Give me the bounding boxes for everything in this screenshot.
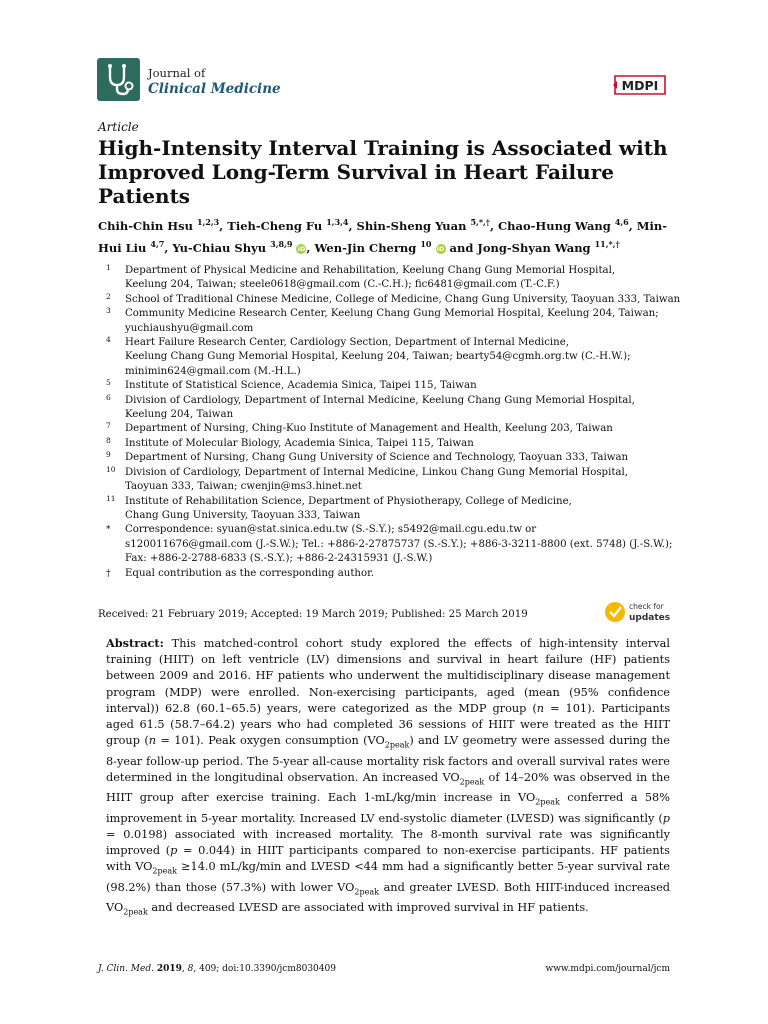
affiliation-number: 7 [106,421,111,431]
affiliation-item [98,394,688,423]
affiliation-line: Division of Cardiology, Department of Internal Medicine, Keelung Chang Gung Memorial Hospital, [125,394,635,406]
mdpi-logo-icon [611,72,669,98]
affiliation-item [98,437,688,451]
author-affiliation-marker: 3,8,9 [270,238,293,249]
affiliation-line: Chang Gung University, Taoyuan 333, Taiwan [125,509,361,521]
affiliation-line: s120011676@gmail.com (J.-S.W.); Tel.: +886-2-27875737 (S.-S.Y.); +886-3-3211-8800 (ext. 5748) (J.-S.W.); [125,538,673,550]
svg-text:updates: updates [629,613,671,623]
affiliation-number: 5 [106,378,111,388]
svg-text:MDPI: MDPI [621,78,659,93]
affiliation-line: Equal contribution as the corresponding author. [125,567,375,579]
affiliation-item [98,451,688,465]
affiliation-line: Keelung 204, Taiwan [125,409,234,421]
check-for-updates-badge[interactable] [603,598,683,626]
affiliation-line: Fax: +886-2-2788-6833 (S.-S.Y.); +886-2-24315931 (J.-S.W.) [125,553,433,565]
affiliation-line: Division of Cardiology, Department of Internal Medicine, Linkou Chang Gung Memorial Hospital, [125,466,629,478]
affiliation-item [98,523,688,566]
orcid-icon[interactable]: iD [297,244,306,253]
affiliation-line: Heart Failure Research Center, Cardiology Section, Department of Internal Medicine, [125,337,570,349]
affiliation-item [98,379,688,393]
affiliation-item [98,495,688,524]
affiliation-line: Institute of Molecular Biology, Academia Sinica, Taipei 115, Taiwan [125,437,474,449]
author-affiliation-marker: 4,7 [150,238,165,249]
author-list: Chih-Chin Hsu $^{1,2,3}$, Tieh-Cheng Fu $^{1,3,4}$, Shin-Sheng Yuan $^{5,*,\dagger}$, Chao-Hung Wang $^{4,6}$, Min-Hui Liu $^{4,7}$, Yu-Chiau Shyu $^{3,8,9}$ iD, Wen-Jin Cherng $^{10}$ iD and Jong-Shyan Wang $^{11,*,\dagger}$ [98,217,667,255]
affiliation-number: 6 [106,392,111,402]
affiliation-line: Keelung Chang Gung Memorial Hospital, Keelung 204, Taiwan; bearty54@cgmh.org.tw (C.-H.W.); [125,351,631,363]
affiliation-item [98,336,688,379]
affiliation-line: Department of Physical Medicine and Rehabilitation, Keelung Chang Gung Memorial Hospital, [125,265,616,276]
svg-text:check for: check for [629,602,664,611]
affiliation-line: Institute of Statistical Science, Academia Sinica, Taipei 115, Taiwan [125,380,477,392]
affiliation-number: * [106,525,111,536]
affiliation-number: 11 [106,493,116,503]
affiliation-number: 1 [106,263,111,272]
affiliations-list [98,264,688,581]
affiliation-number: 4 [106,335,111,345]
affiliation-number: 3 [106,306,111,316]
footer-doi: , 409; doi:10.3390/jcm8030409 [193,964,336,974]
affiliation-number: † [106,568,111,579]
affiliation-line: Department of Nursing, Chang Gung University of Science and Technology, Taoyuan 333, Taiwan [125,452,629,464]
author-name: Yu-Chiau Shyu [172,240,271,255]
affiliation-number: 10 [106,464,116,474]
journal-name-line1: Journal of [148,66,206,80]
abstract-label: Abstract: [106,636,164,650]
affiliation-number: 2 [106,291,111,301]
author-name: Wen-Jin Cherng [314,240,421,255]
affiliation-item [98,293,688,307]
orcid-icon[interactable]: iD [436,244,445,253]
affiliation-line: yuchiaushyu@gmail.com [125,322,254,334]
author-affiliation-marker: 11,*,† [594,238,620,249]
affiliation-item [98,466,688,495]
footer-year: 2019 [156,964,182,974]
affiliation-item [98,567,688,581]
author-name: Tieh-Cheng Fu [227,218,327,233]
affiliation-number: 9 [106,450,111,460]
journal-name-line2: Clinical Medicine [148,81,281,97]
author-affiliation-marker: 5,*,† [470,217,490,227]
affiliation-line: Community Medicine Research Center, Keelung Chang Gung Memorial Hospital, Keelung 204, Taiwan; [125,308,659,320]
footer-journal-url[interactable]: www.mdpi.com/journal/jcm [545,964,670,974]
author-name: Shin-Sheng Yuan [356,218,471,233]
affiliation-line: School of Traditional Chinese Medicine, College of Medicine, Chang Gung University, Taoyuan 333, Taiwan [125,293,681,305]
affiliation-item [98,422,688,436]
author-name: Jong-Shyan Wang [477,240,595,255]
publication-dates: Received: 21 February 2019; Accepted: 19 March 2019; Published: 25 March 2019 [98,609,528,620]
affiliation-line: Correspondence: syuan@stat.sinica.edu.tw (S.-S.Y.); s5492@mail.cgu.edu.tw or [125,524,537,536]
affiliation-line: Department of Nursing, Ching-Kuo Institute of Management and Health, Keelung 203, Taiwan [125,423,613,435]
affiliation-item [98,264,688,293]
affiliation-line: minimin624@gmail.com (M.-H.L.) [125,365,301,377]
author-affiliation-marker: 1,2,3 [196,217,220,227]
abstract: Abstract: This matched-control cohort study explored the effects of high-intensity interval training (HIIT) on left ventricle (LV) dimensions and survival in heart failure (HF) patients between 2009 and 2016. HF patients who underwent the multidisciplinary disease management program (MDP) were enrolled. Non-exercising participants, aged (mean (95% confidence interval)) 62.8 (60.1–65.5) years, were categorized as the MDP group (n = 101). Participants aged 61.5 (58.7–64.2) years who had completed 36 sessions of HIIT were treated as the HIIT group (n = 101). Peak oxygen consumption $(VO_{2peak})$ and LV geometry were assessed during the 8-year follow-up period. The 5-year all-cause mortality risk factors and overall survival rates were determined in the longitudinal observation. An increased $VO_{2peak}$ of 14–20% was observed in the HIIT group after exercise training. Each 1-mL/kg/min increase in $VO_{2peak}$ conferred a 58% improvement in 5-year mortality. Increased LV end-systolic diameter (LVESD) was significantly (p = 0.0198) associated with increased mortality. The 8-month survival rate was significantly improved (p = 0.044) in HIIT participants compared to non-exercise participants. HF patients with $VO_{2peak} \ge 14.0$ mL/kg/min and LVESD <44 mm had a significantly better 5-year survival rate (98.2%) than those (57.3%) with lower $VO_{2peak}$ and greater LVESD. Both HIIT-induced increased $VO_{2peak}$ and decreased LVESD are associated with improved survival in HF patients. [106,636,670,917]
article-title: High-Intensity Interval Training is Associated with Improved Long-Term Survival in Heart Failure Patients [98,136,668,208]
affiliation-line: Institute of Rehabilitation Science, Department of Physiotherapy, College of Medicine, [125,495,572,507]
affiliation-line: Taoyuan 333, Taiwan; cwenjin@ms3.hinet.net [125,481,362,493]
affiliation-number: 8 [106,435,111,445]
stethoscope-logo-icon [97,58,140,101]
author-affiliation-marker: 10 [420,238,432,249]
author-affiliation-marker: 4,6 [614,217,629,227]
affiliation-item [98,307,688,336]
footer-journal-abbrev: J. Clin. Med. [98,964,154,974]
author-name: Chao-Hung Wang [498,218,615,233]
journal-name [148,65,281,97]
footer-citation: J. Clin. Med. 2019, 8, 409; doi:10.3390/jcm8030409 [98,964,336,974]
author-name: Min-Hui Liu [98,218,667,255]
affiliation-line: Keelung 204, Taiwan; steele0618@gmail.com (C.-C.H.); fic6481@gmail.com (T.-C.F.) [125,279,560,291]
author-affiliation-marker: 1,3,4 [326,217,349,227]
article-type: Article [98,120,139,134]
author-name: Chih-Chin Hsu [98,218,197,233]
footer-volume: 8 [187,964,194,974]
